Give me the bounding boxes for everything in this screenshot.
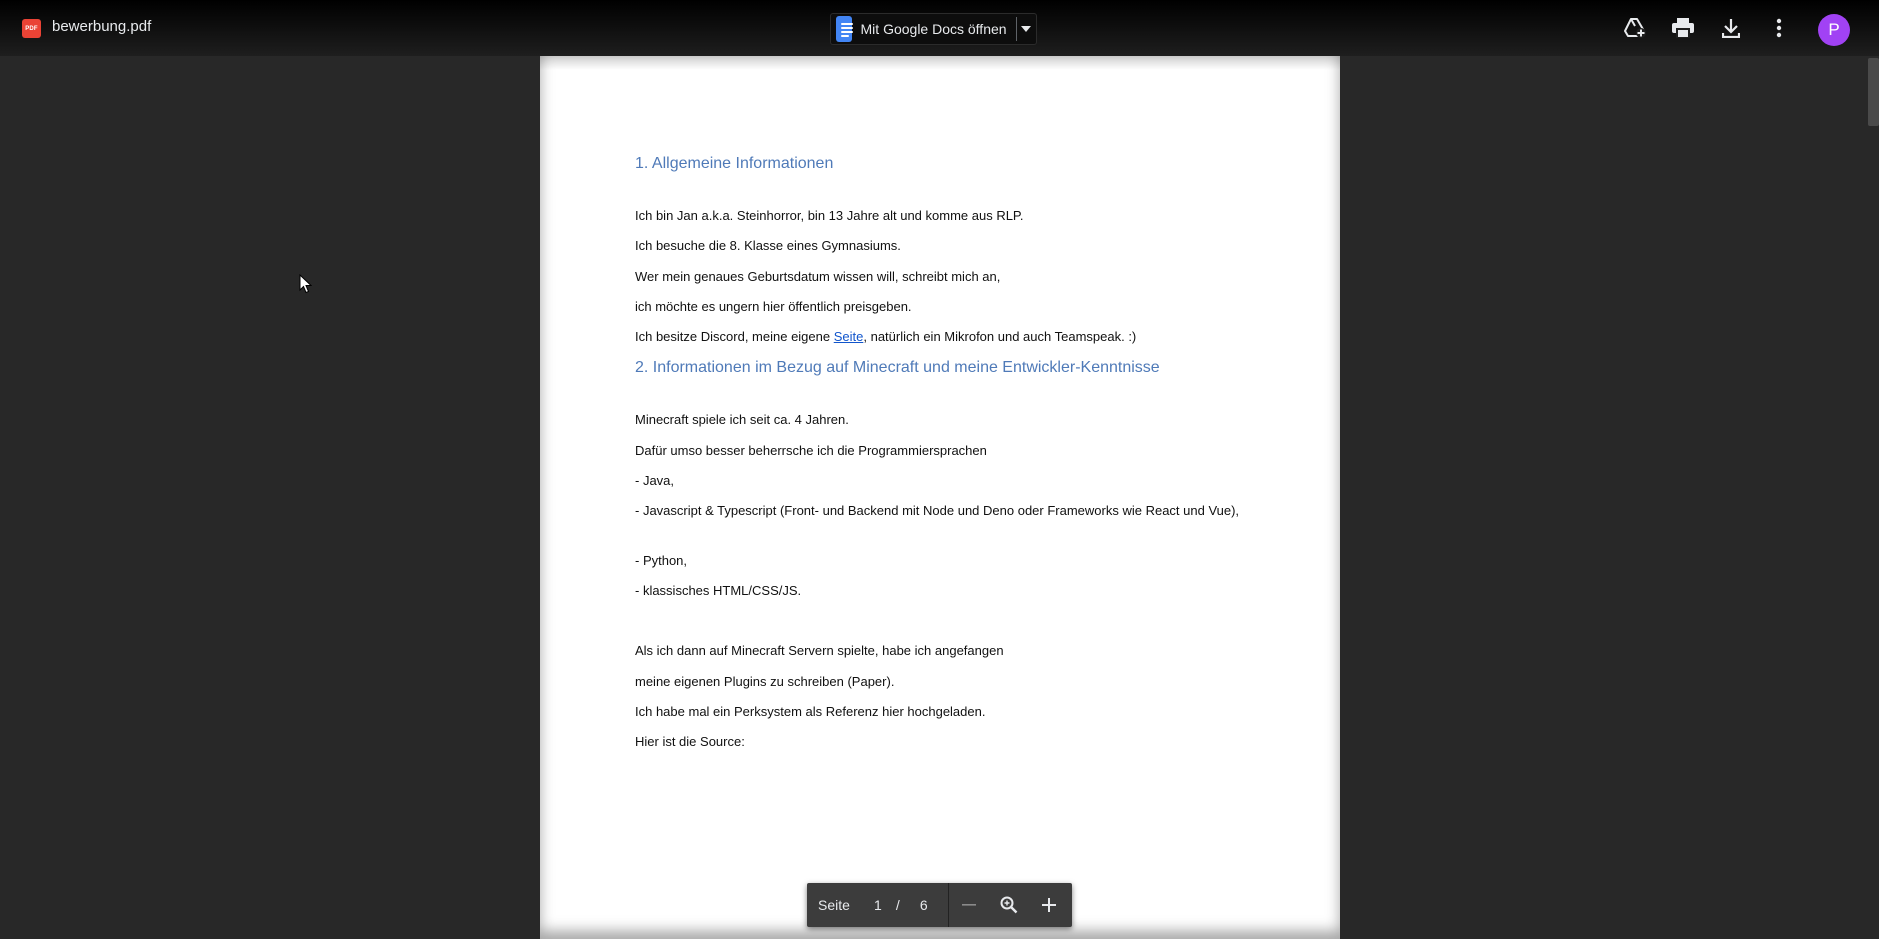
avatar[interactable]: P (1818, 14, 1850, 46)
open-with-google-docs-button[interactable] (830, 13, 1037, 45)
open-with-label: Mit Google Docs öffnen (860, 21, 1007, 37)
text-fragment: , natürlich ein Mikrofon und auch Teamspeak. :) (863, 329, 1137, 344)
zoom-icon (1000, 896, 1018, 914)
top-toolbar (0, 0, 1879, 56)
caret-down-icon (1021, 26, 1031, 32)
zoom-out-button[interactable] (949, 883, 989, 927)
total-pages: 6 (919, 897, 928, 913)
mouse-cursor-icon (299, 274, 312, 294)
text-line: Ich besuche die 8. Klasse eines Gymnasiums. (635, 238, 901, 253)
text-line: Ich bin Jan a.k.a. Steinhorror, bin 13 Jahre alt und komme aus RLP. (635, 208, 1024, 223)
more-options-button[interactable] (1762, 11, 1796, 45)
add-to-drive-icon (1623, 17, 1647, 39)
google-docs-icon (836, 16, 852, 42)
zoom-in-button[interactable] (1029, 883, 1069, 927)
minus-icon (962, 904, 976, 906)
print-button[interactable] (1666, 11, 1700, 45)
download-icon (1722, 18, 1740, 38)
scrollbar-track[interactable] (1866, 56, 1879, 939)
print-icon (1672, 18, 1694, 38)
plus-icon (1042, 898, 1056, 912)
page-separator: / (895, 897, 900, 913)
text-line: Ich habe mal ein Perksystem als Referenz hier hochgeladen. (635, 704, 986, 719)
text-line: meine eigenen Plugins zu schreiben (Paper). (635, 674, 895, 689)
text-line: Minecraft spiele ich seit ca. 4 Jahren. (635, 412, 849, 427)
text-line: ich möchte es ungern hier öffentlich preisgeben. (635, 299, 912, 314)
text-fragment: Ich besitze Discord, meine eigene (635, 329, 834, 344)
page-zoom-toolbar (807, 883, 1072, 927)
add-to-drive-button[interactable] (1618, 11, 1652, 45)
file-name: bewerbung.pdf (52, 18, 152, 35)
pdf-page (540, 56, 1340, 939)
text-line: Dafür umso besser beherrsche ich die Programmiersprachen (635, 443, 987, 458)
section-heading-minecraft: 2. Informationen im Bezug auf Minecraft und meine Entwickler-Kenntnisse (635, 359, 1160, 376)
text-line-discord (635, 327, 1136, 346)
list-item: - Java, (635, 473, 675, 488)
download-button[interactable] (1714, 11, 1748, 45)
text-line: Hier ist die Source: (635, 734, 745, 749)
scrollbar-thumb[interactable] (1868, 58, 1879, 126)
page-label: Seite (818, 897, 850, 913)
website-link[interactable]: Seite (833, 329, 864, 344)
fit-zoom-button[interactable] (989, 883, 1029, 927)
more-vert-icon (1776, 18, 1782, 38)
open-with-dropdown-button[interactable] (1016, 13, 1036, 45)
list-item: - klassisches HTML/CSS/JS. (635, 583, 802, 598)
list-item: - Python, (635, 553, 688, 568)
section-heading-general: 1. Allgemeine Informationen (635, 155, 834, 172)
text-line: Wer mein genaues Geburtsdatum wissen will, schreibt mich an, (635, 269, 1001, 284)
page-top-shadow (540, 56, 1340, 70)
page-number-input[interactable]: 1 (874, 897, 882, 913)
text-line: Als ich dann auf Minecraft Servern spielte, habe ich angefangen (635, 643, 1004, 658)
list-item: - Javascript & Typescript (Front- und Backend mit Node und Deno oder Frameworks wie React und Vue), (635, 503, 1240, 518)
pdf-file-icon: PDF (22, 19, 41, 38)
